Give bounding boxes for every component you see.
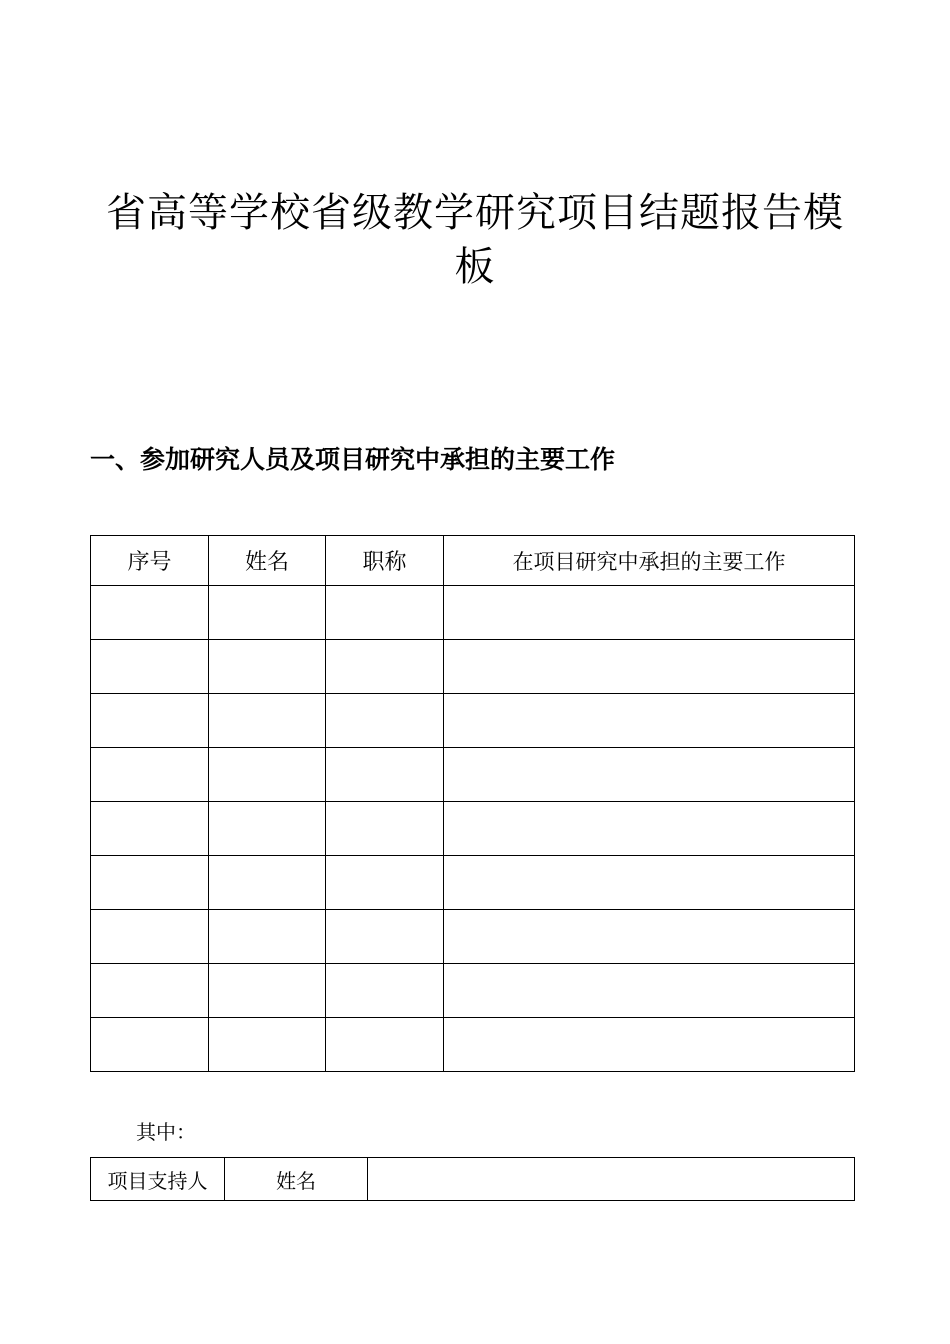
table-row [91,748,855,802]
index-cell[interactable] [91,640,209,694]
members-table [90,535,855,1072]
title-line-1: 省高等学校省级教学研究项目结题报告模 [106,190,844,236]
work-cell[interactable] [444,1018,855,1072]
index-cell[interactable] [91,586,209,640]
title-cell[interactable] [326,964,444,1018]
name-cell[interactable] [209,856,326,910]
title-cell[interactable] [326,640,444,694]
support-table [90,1157,855,1201]
index-cell[interactable] [91,1018,209,1072]
name-cell[interactable] [209,694,326,748]
work-cell[interactable] [444,640,855,694]
document-title [95,186,855,294]
name-cell[interactable] [209,910,326,964]
table-row [91,694,855,748]
index-cell[interactable] [91,856,209,910]
name-cell[interactable] [209,586,326,640]
work-cell[interactable] [444,586,855,640]
table-row [91,856,855,910]
name-cell[interactable] [209,964,326,1018]
title-cell[interactable] [326,802,444,856]
title-cell[interactable] [326,856,444,910]
work-cell[interactable] [444,910,855,964]
table-row [91,910,855,964]
title-cell[interactable] [326,910,444,964]
name-cell[interactable] [209,748,326,802]
name-cell[interactable] [209,1018,326,1072]
section-heading: 一、参加研究人员及项目研究中承担的主要工作 [90,445,616,474]
title-cell[interactable] [326,1018,444,1072]
title-cell[interactable] [326,748,444,802]
table-row [91,802,855,856]
table-row [91,1018,855,1072]
index-cell[interactable] [91,694,209,748]
table-row [91,640,855,694]
title-cell[interactable] [326,586,444,640]
index-cell[interactable] [91,748,209,802]
index-cell[interactable] [91,964,209,1018]
header-main-work: 在项目研究中承担的主要工作 [444,536,855,586]
title-cell[interactable] [326,694,444,748]
header-title: 职称 [326,536,444,586]
table-row [91,964,855,1018]
table-header-row [91,536,855,586]
work-cell[interactable] [444,802,855,856]
work-cell[interactable] [444,964,855,1018]
name-cell[interactable] [209,640,326,694]
header-name: 姓名 [209,536,326,586]
note-label: 其中： [136,1120,196,1144]
header-index: 序号 [91,536,209,586]
work-cell[interactable] [444,856,855,910]
support-role-label: 项目支持人 [91,1158,225,1201]
support-row [91,1158,855,1201]
support-name-value[interactable] [368,1158,855,1201]
index-cell[interactable] [91,802,209,856]
work-cell[interactable] [444,694,855,748]
index-cell[interactable] [91,910,209,964]
table-row [91,586,855,640]
name-cell[interactable] [209,802,326,856]
support-name-label: 姓名 [225,1158,368,1201]
title-line-2: 板 [454,244,496,290]
work-cell[interactable] [444,748,855,802]
